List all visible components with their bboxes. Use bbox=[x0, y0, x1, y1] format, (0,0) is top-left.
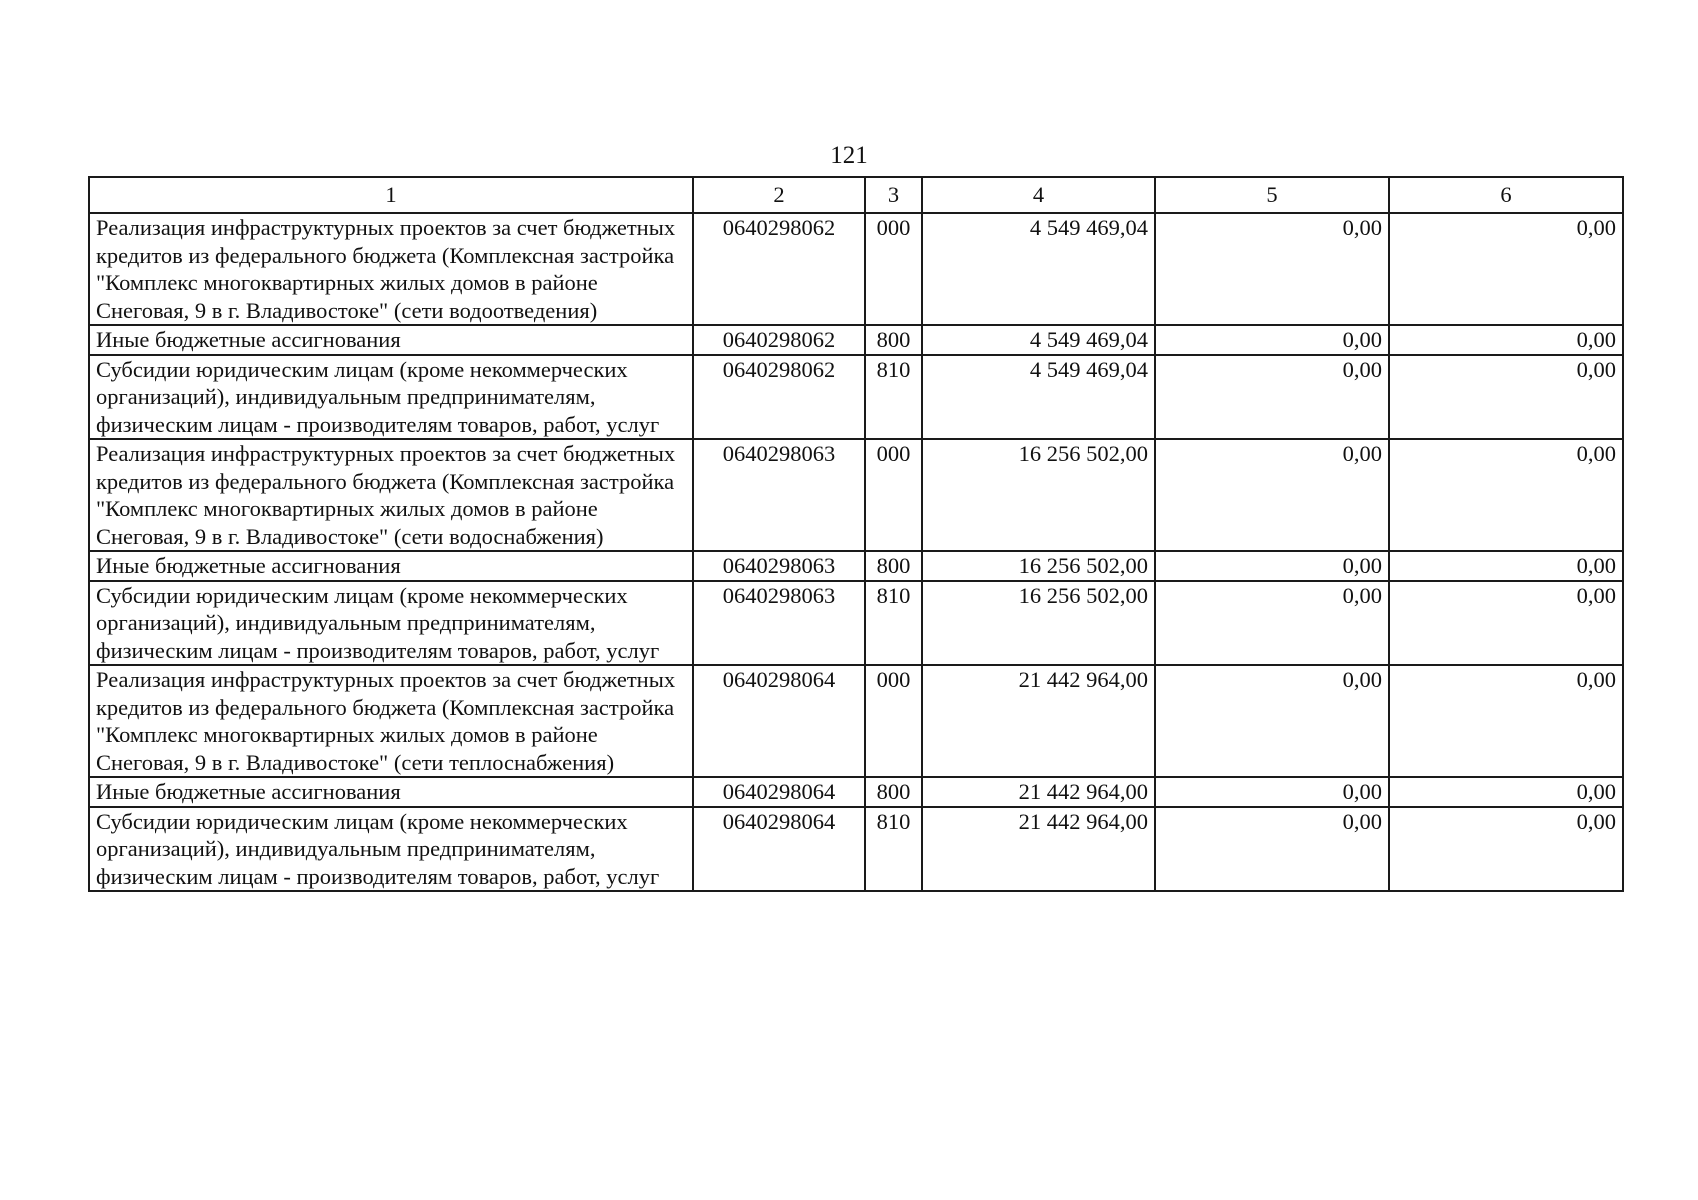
row-expense-type: 810 bbox=[865, 581, 922, 666]
row-amount-col5: 0,00 bbox=[1155, 551, 1389, 581]
row-expense-type: 000 bbox=[865, 665, 922, 777]
row-amount-col5: 0,00 bbox=[1155, 355, 1389, 440]
row-amount-col6: 0,00 bbox=[1389, 213, 1623, 325]
header-col-1: 1 bbox=[89, 177, 693, 213]
row-amount-col5: 0,00 bbox=[1155, 213, 1389, 325]
header-col-3: 3 bbox=[865, 177, 922, 213]
row-amount-col4: 16 256 502,00 bbox=[922, 439, 1155, 551]
row-expense-type: 000 bbox=[865, 439, 922, 551]
row-name: Субсидии юридическим лицам (кроме некоммерческих организаций), индивидуальным предпринимателям, физическим лицам - производителям товаров, работ, услуг bbox=[89, 355, 693, 440]
row-expense-type: 800 bbox=[865, 325, 922, 355]
row-amount-col4: 21 442 964,00 bbox=[922, 807, 1155, 892]
row-name: Реализация инфраструктурных проектов за счет бюджетных кредитов из федерального бюджета (Комплексная застройка "Комплекс многоквартирных жилых домов в районе Снеговая, 9 в г. Владивостоке" (сети водоотведения) bbox=[89, 213, 693, 325]
row-expense-type: 810 bbox=[865, 355, 922, 440]
header-col-2: 2 bbox=[693, 177, 865, 213]
header-col-5: 5 bbox=[1155, 177, 1389, 213]
row-code: 0640298063 bbox=[693, 439, 865, 551]
row-amount-col4: 21 442 964,00 bbox=[922, 777, 1155, 807]
budget-table bbox=[88, 176, 1624, 892]
page-number: 121 bbox=[830, 142, 868, 169]
row-name: Реализация инфраструктурных проектов за счет бюджетных кредитов из федерального бюджета (Комплексная застройка "Комплекс многоквартирных жилых домов в районе Снеговая, 9 в г. Владивостоке" (сети водоснабжения) bbox=[89, 439, 693, 551]
row-name: Реализация инфраструктурных проектов за счет бюджетных кредитов из федерального бюджета (Комплексная застройка "Комплекс многоквартирных жилых домов в районе Снеговая, 9 в г. Владивостоке" (сети теплоснабжения) bbox=[89, 665, 693, 777]
table-row bbox=[89, 777, 1623, 807]
row-amount-col6: 0,00 bbox=[1389, 439, 1623, 551]
table-body bbox=[89, 213, 1623, 891]
row-amount-col5: 0,00 bbox=[1155, 581, 1389, 666]
row-amount-col4: 4 549 469,04 bbox=[922, 355, 1155, 440]
table-row bbox=[89, 439, 1623, 551]
row-name: Иные бюджетные ассигнования bbox=[89, 777, 693, 807]
row-code: 0640298064 bbox=[693, 777, 865, 807]
table-row bbox=[89, 551, 1623, 581]
row-expense-type: 000 bbox=[865, 213, 922, 325]
row-code: 0640298063 bbox=[693, 551, 865, 581]
row-name: Субсидии юридическим лицам (кроме некоммерческих организаций), индивидуальным предпринимателям, физическим лицам - производителям товаров, работ, услуг bbox=[89, 581, 693, 666]
row-amount-col4: 4 549 469,04 bbox=[922, 213, 1155, 325]
table-row bbox=[89, 213, 1623, 325]
row-amount-col6: 0,00 bbox=[1389, 325, 1623, 355]
table-header bbox=[89, 177, 1623, 213]
table-row bbox=[89, 665, 1623, 777]
row-code: 0640298063 bbox=[693, 581, 865, 666]
row-amount-col6: 0,00 bbox=[1389, 777, 1623, 807]
row-code: 0640298064 bbox=[693, 665, 865, 777]
header-row bbox=[89, 177, 1623, 213]
row-expense-type: 800 bbox=[865, 777, 922, 807]
row-code: 0640298062 bbox=[693, 325, 865, 355]
row-amount-col4: 4 549 469,04 bbox=[922, 325, 1155, 355]
table-row bbox=[89, 355, 1623, 440]
row-code: 0640298062 bbox=[693, 213, 865, 325]
header-col-4: 4 bbox=[922, 177, 1155, 213]
table-row bbox=[89, 807, 1623, 892]
row-code: 0640298064 bbox=[693, 807, 865, 892]
row-amount-col6: 0,00 bbox=[1389, 665, 1623, 777]
row-name: Иные бюджетные ассигнования bbox=[89, 551, 693, 581]
row-code: 0640298062 bbox=[693, 355, 865, 440]
row-amount-col6: 0,00 bbox=[1389, 581, 1623, 666]
row-amount-col4: 21 442 964,00 bbox=[922, 665, 1155, 777]
row-amount-col5: 0,00 bbox=[1155, 807, 1389, 892]
row-amount-col4: 16 256 502,00 bbox=[922, 581, 1155, 666]
row-amount-col6: 0,00 bbox=[1389, 551, 1623, 581]
row-amount-col5: 0,00 bbox=[1155, 439, 1389, 551]
row-name: Субсидии юридическим лицам (кроме некоммерческих организаций), индивидуальным предпринимателям, физическим лицам - производителям товаров, работ, услуг bbox=[89, 807, 693, 892]
row-amount-col6: 0,00 bbox=[1389, 355, 1623, 440]
row-expense-type: 810 bbox=[865, 807, 922, 892]
row-amount-col6: 0,00 bbox=[1389, 807, 1623, 892]
row-amount-col5: 0,00 bbox=[1155, 665, 1389, 777]
table-row bbox=[89, 581, 1623, 666]
row-amount-col5: 0,00 bbox=[1155, 325, 1389, 355]
table-row bbox=[89, 325, 1623, 355]
header-col-6: 6 bbox=[1389, 177, 1623, 213]
row-expense-type: 800 bbox=[865, 551, 922, 581]
row-amount-col5: 0,00 bbox=[1155, 777, 1389, 807]
row-name: Иные бюджетные ассигнования bbox=[89, 325, 693, 355]
row-amount-col4: 16 256 502,00 bbox=[922, 551, 1155, 581]
